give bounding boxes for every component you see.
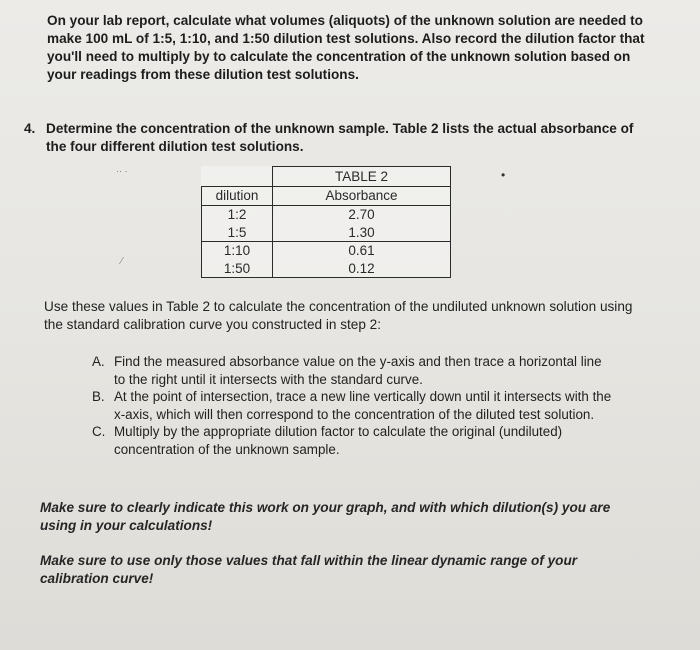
item-4-text: Determine the concentration of the unknown sample. Table 2 lists the actual absorbance of the four different dilution test solutions.: [46, 121, 634, 154]
step-item: [92, 423, 612, 458]
table-cell-dilution: 1:50: [223, 260, 251, 276]
dilution-column: [202, 242, 273, 278]
step-item: [92, 353, 612, 388]
step-text: Find the measured absorbance value on the y-axis and then trace a horizontal line to the right until it intersects with the standard curve.: [114, 354, 602, 387]
instructions-paragraph: Use these values in Table 2 to calculate the concentration of the undiluted unknown solution using the standard calibration curve you constructed in step 2:: [44, 299, 633, 332]
absorbance-column: [273, 242, 451, 278]
absorbance-column: [273, 206, 451, 242]
table-cell-dilution: 1:10: [223, 243, 251, 258]
step-letter: C.: [92, 424, 106, 439]
note-graph: Make sure to clearly indicate this work on your graph, and with which dilution(s) you are using in your calculations!: [40, 500, 611, 533]
pencil-mark: ·· ·: [116, 166, 128, 176]
table-cell-absorbance: 2.70: [348, 207, 375, 222]
table-caption: TABLE 2: [273, 167, 451, 187]
intro-text: , calculate what volumes (aliquots) of the unknown solution are needed to make 100 mL of 1:5, 1:10, and 1:50 dilution test solutions. Also record the dilution factor that you'll need to multiply by to calculate the concentration of the unknown solution based on your readings from these dilution test solutions.: [47, 13, 645, 82]
step-item: [92, 388, 612, 423]
table-corner: [202, 167, 273, 187]
dot-mark: •: [501, 168, 506, 182]
intro-lead: On your lab report: [47, 13, 166, 28]
table-cell-absorbance: 0.61: [348, 243, 375, 258]
intro-paragraph: [47, 12, 647, 84]
table-cell-absorbance: 0.12: [348, 260, 375, 276]
table-cell-dilution: 1:2: [227, 207, 247, 222]
steps-list: [92, 353, 612, 458]
step-letter: B.: [92, 389, 105, 404]
item-4-number: 4.: [24, 121, 36, 136]
tick-mark: ⁄: [121, 256, 123, 267]
note-linear-range: Make sure to use only those values that fall within the linear dynamic range of your calibration curve!: [40, 553, 578, 586]
table-cell-absorbance: 1.30: [348, 224, 375, 240]
step-letter: A.: [92, 354, 105, 369]
table-2: [201, 166, 451, 278]
table-header-dilution: dilution: [202, 187, 273, 206]
table-cell-dilution: 1:5: [227, 224, 247, 240]
table-header-absorbance: Absorbance: [273, 187, 451, 206]
dilution-column: [202, 206, 273, 242]
step-text: At the point of intersection, trace a new line vertically down until it intersects with the x-axis, which will then correspond to the concentration of the diluted test solution.: [114, 389, 612, 422]
step-text: Multiply by the appropriate dilution factor to calculate the original (undiluted) concentration of the unknown sample.: [114, 424, 563, 457]
